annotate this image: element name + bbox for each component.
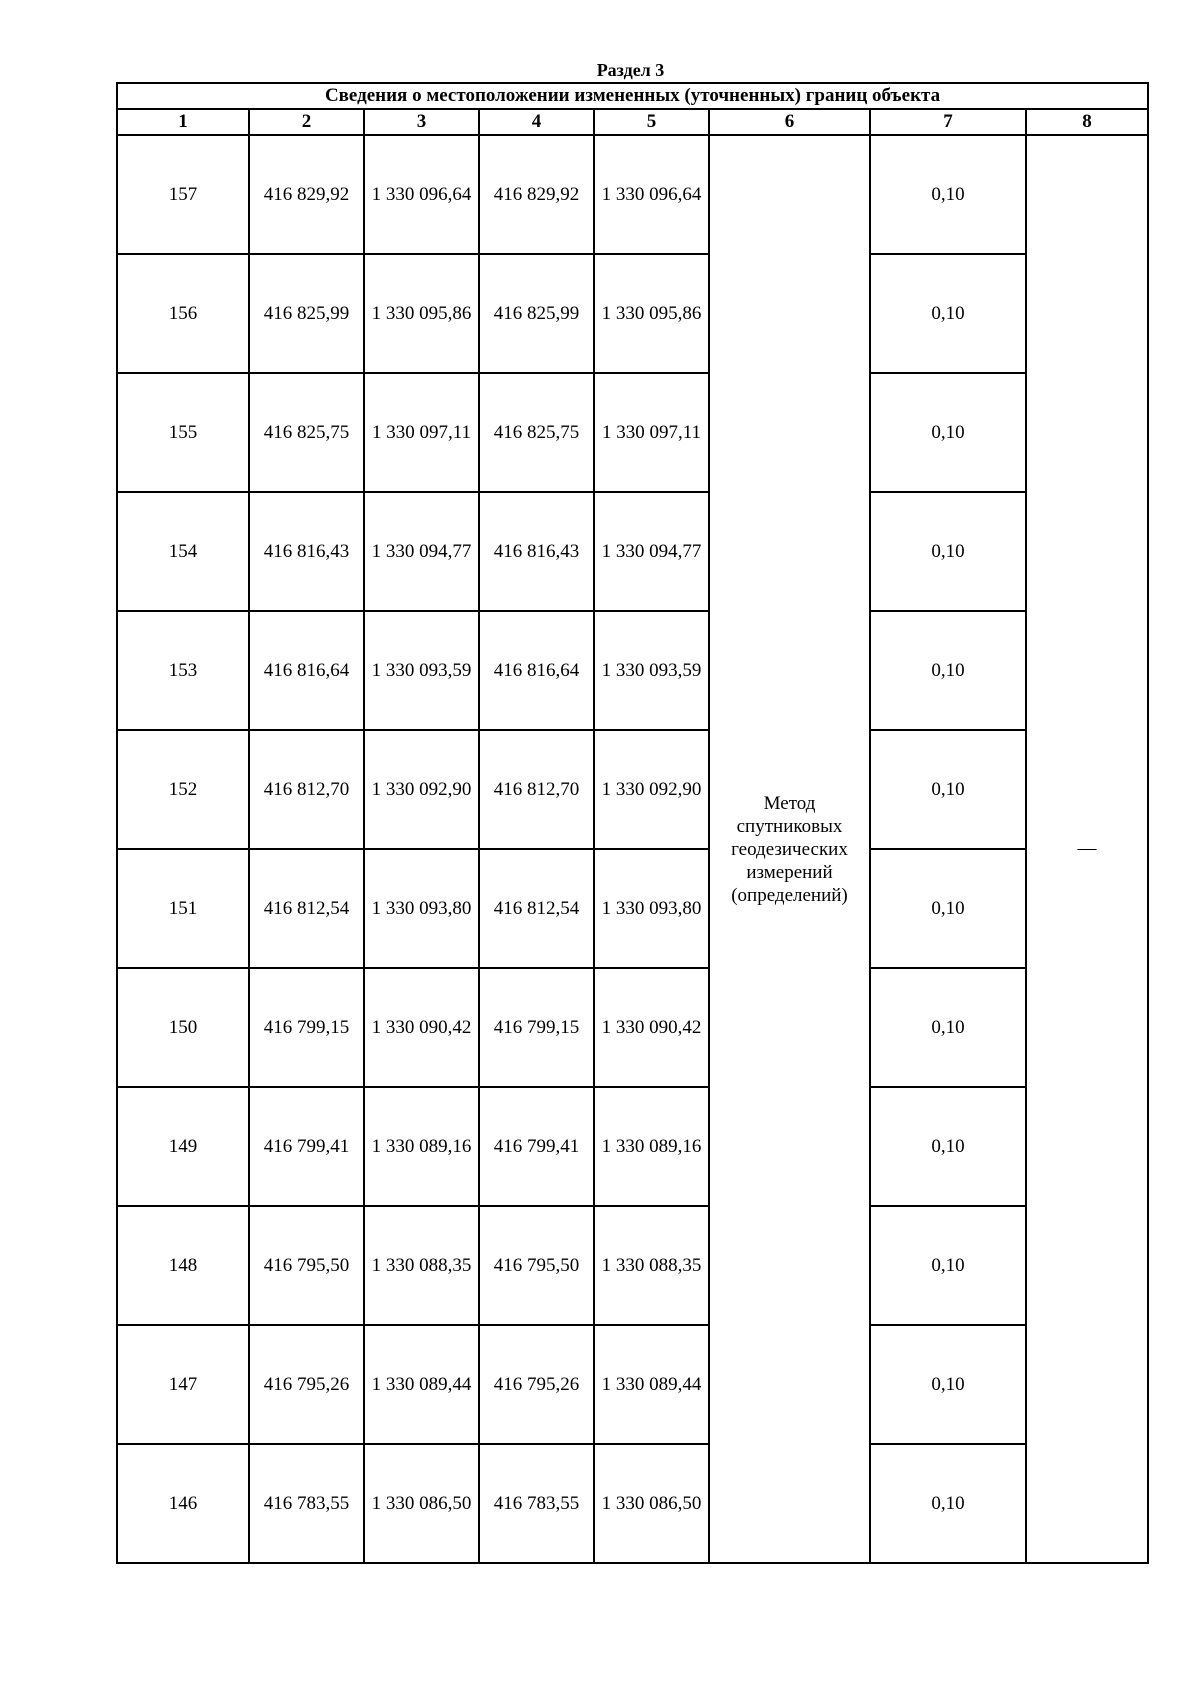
accuracy-cell: 0,10 [870, 135, 1026, 254]
table-row [117, 730, 1148, 849]
table-caption: Сведения о местоположении измененных (уточненных) границ объекта [117, 83, 1148, 109]
table-row [117, 849, 1148, 968]
accuracy-cell: 0,10 [870, 492, 1026, 611]
y-new-coordinate-cell: 1 330 092,90 [594, 730, 709, 849]
x-new-coordinate-cell: 416 795,26 [479, 1325, 594, 1444]
y-new-coordinate-cell: 1 330 096,64 [594, 135, 709, 254]
y-coordinate-cell: 1 330 090,42 [364, 968, 479, 1087]
x-new-coordinate-cell: 416 825,75 [479, 373, 594, 492]
x-new-coordinate-cell: 416 795,50 [479, 1206, 594, 1325]
table-row [117, 373, 1148, 492]
point-number-cell: 151 [117, 849, 249, 968]
point-number-cell: 155 [117, 373, 249, 492]
point-number-cell: 147 [117, 1325, 249, 1444]
accuracy-cell: 0,10 [870, 1325, 1026, 1444]
x-new-coordinate-cell: 416 799,41 [479, 1087, 594, 1206]
y-new-coordinate-cell: 1 330 094,77 [594, 492, 709, 611]
x-coordinate-cell: 416 816,43 [249, 492, 364, 611]
y-new-coordinate-cell: 1 330 093,80 [594, 849, 709, 968]
column-8-cell: — [1026, 135, 1148, 1563]
accuracy-cell: 0,10 [870, 1206, 1026, 1325]
y-coordinate-cell: 1 330 095,86 [364, 254, 479, 373]
accuracy-cell: 0,10 [870, 611, 1026, 730]
column-header-2: 2 [249, 109, 364, 135]
column-header-3: 3 [364, 109, 479, 135]
x-new-coordinate-cell: 416 812,54 [479, 849, 594, 968]
x-coordinate-cell: 416 812,70 [249, 730, 364, 849]
accuracy-cell: 0,10 [870, 373, 1026, 492]
y-new-coordinate-cell: 1 330 086,50 [594, 1444, 709, 1563]
x-coordinate-cell: 416 825,99 [249, 254, 364, 373]
y-coordinate-cell: 1 330 097,11 [364, 373, 479, 492]
y-new-coordinate-cell: 1 330 088,35 [594, 1206, 709, 1325]
method-cell: Метод спутниковых геодезических измерений (определений) [709, 135, 870, 1563]
y-coordinate-cell: 1 330 089,16 [364, 1087, 479, 1206]
x-coordinate-cell: 416 829,92 [249, 135, 364, 254]
x-coordinate-cell: 416 795,26 [249, 1325, 364, 1444]
x-new-coordinate-cell: 416 816,43 [479, 492, 594, 611]
column-header-6: 6 [709, 109, 870, 135]
point-number-cell: 156 [117, 254, 249, 373]
point-number-cell: 152 [117, 730, 249, 849]
point-number-cell: 157 [117, 135, 249, 254]
table-row [117, 254, 1148, 373]
x-coordinate-cell: 416 795,50 [249, 1206, 364, 1325]
accuracy-cell: 0,10 [870, 968, 1026, 1087]
y-coordinate-cell: 1 330 094,77 [364, 492, 479, 611]
point-number-cell: 154 [117, 492, 249, 611]
x-coordinate-cell: 416 783,55 [249, 1444, 364, 1563]
y-coordinate-cell: 1 330 088,35 [364, 1206, 479, 1325]
point-number-cell: 149 [117, 1087, 249, 1206]
column-number-row [117, 109, 1148, 135]
y-new-coordinate-cell: 1 330 095,86 [594, 254, 709, 373]
x-coordinate-cell: 416 812,54 [249, 849, 364, 968]
coordinates-table [116, 82, 1149, 1564]
x-coordinate-cell: 416 825,75 [249, 373, 364, 492]
table-row [117, 611, 1148, 730]
table-body [117, 135, 1148, 1563]
accuracy-cell: 0,10 [870, 1087, 1026, 1206]
y-coordinate-cell: 1 330 096,64 [364, 135, 479, 254]
x-new-coordinate-cell: 416 825,99 [479, 254, 594, 373]
caption-row [117, 83, 1148, 109]
x-new-coordinate-cell: 416 799,15 [479, 968, 594, 1087]
table-row [117, 135, 1148, 254]
point-number-cell: 146 [117, 1444, 249, 1563]
accuracy-cell: 0,10 [870, 730, 1026, 849]
y-coordinate-cell: 1 330 086,50 [364, 1444, 479, 1563]
accuracy-cell: 0,10 [870, 849, 1026, 968]
table-row [117, 1206, 1148, 1325]
table-row [117, 1444, 1148, 1563]
x-coordinate-cell: 416 816,64 [249, 611, 364, 730]
y-coordinate-cell: 1 330 093,80 [364, 849, 479, 968]
column-header-4: 4 [479, 109, 594, 135]
y-coordinate-cell: 1 330 092,90 [364, 730, 479, 849]
y-new-coordinate-cell: 1 330 090,42 [594, 968, 709, 1087]
x-coordinate-cell: 416 799,15 [249, 968, 364, 1087]
x-coordinate-cell: 416 799,41 [249, 1087, 364, 1206]
table-row [117, 968, 1148, 1087]
section-title: Раздел 3 [596, 60, 665, 80]
x-new-coordinate-cell: 416 812,70 [479, 730, 594, 849]
point-number-cell: 153 [117, 611, 249, 730]
x-new-coordinate-cell: 416 816,64 [479, 611, 594, 730]
accuracy-cell: 0,10 [870, 254, 1026, 373]
table-row [117, 1087, 1148, 1206]
y-coordinate-cell: 1 330 089,44 [364, 1325, 479, 1444]
table-row [117, 1325, 1148, 1444]
column-header-7: 7 [870, 109, 1026, 135]
y-new-coordinate-cell: 1 330 097,11 [594, 373, 709, 492]
column-header-1: 1 [117, 109, 249, 135]
column-header-5: 5 [594, 109, 709, 135]
column-header-8: 8 [1026, 109, 1148, 135]
y-new-coordinate-cell: 1 330 089,16 [594, 1087, 709, 1206]
point-number-cell: 150 [117, 968, 249, 1087]
x-new-coordinate-cell: 416 829,92 [479, 135, 594, 254]
y-new-coordinate-cell: 1 330 093,59 [594, 611, 709, 730]
accuracy-cell: 0,10 [870, 1444, 1026, 1563]
y-coordinate-cell: 1 330 093,59 [364, 611, 479, 730]
y-new-coordinate-cell: 1 330 089,44 [594, 1325, 709, 1444]
point-number-cell: 148 [117, 1206, 249, 1325]
x-new-coordinate-cell: 416 783,55 [479, 1444, 594, 1563]
table-row [117, 492, 1148, 611]
